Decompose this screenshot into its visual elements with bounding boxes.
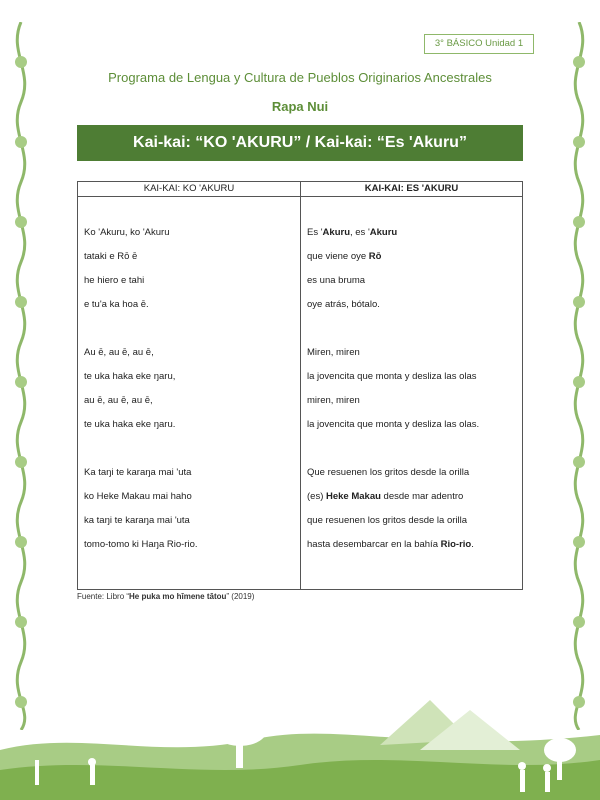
lyric-line: la jovencita que monta y desliza las olas. xyxy=(307,419,480,430)
decorative-border-right xyxy=(564,22,594,730)
lyric-line: Ko 'Akuru, ko 'Akuru xyxy=(84,227,170,238)
lyric-line: Ka taŋi te karaŋa mai 'uta xyxy=(84,467,192,478)
lyric-line: que viene oye Rō xyxy=(307,251,382,262)
program-title: Programa de Lengua y Cultura de Pueblos Originarios Ancestrales xyxy=(108,70,492,85)
lyric-line: tomo-tomo ki Haŋa Rio-rio. xyxy=(84,539,198,550)
source-citation: Fuente: Libro “He puka mo hīmene tātou” (2019) xyxy=(77,592,255,601)
lyric-line: te uka haka eke ŋaru, xyxy=(84,371,176,382)
lyric-line: miren, miren xyxy=(307,395,360,406)
lyric-line: Au ē, au ē, au ē, xyxy=(84,347,154,358)
lyric-line: (es) Heke Makau desde mar adentro xyxy=(307,491,464,502)
lyric-line: hasta desembarcar en la bahía Rio-rio. xyxy=(307,539,474,550)
page-subtitle: Rapa Nui xyxy=(271,99,329,114)
lyric-line: au ē, au ē, au ē, xyxy=(84,395,153,406)
lyric-line: he hiero e tahi xyxy=(84,275,145,286)
landscape-footer xyxy=(0,690,600,800)
lyric-line: tataki e Rō ē xyxy=(84,251,138,262)
lyric-line: ko Heke Makau mai haho xyxy=(84,491,192,502)
song-table xyxy=(77,181,523,590)
lyric-line: Que resuenen los gritos desde la orilla xyxy=(307,467,470,478)
lyric-line: es una bruma xyxy=(307,275,366,286)
lyric-line: ka taŋi te karaŋa mai 'uta xyxy=(84,515,190,526)
col-header-spanish: KAI-KAI: ES 'AKURU xyxy=(301,182,523,197)
lyric-line: e tu'a ka hoa ē. xyxy=(84,299,149,310)
lyric-line: Es 'Akuru, es 'Akuru xyxy=(307,227,398,238)
lyric-line: Miren, miren xyxy=(307,347,360,358)
lyric-line: oye atrás, bótalo. xyxy=(307,299,380,310)
page-title-banner: Kai-kai: “KO 'AKURU” / Kai-kai: “Es 'Akuru” xyxy=(77,125,523,161)
lyric-line: que resuenen los gritos desde la orilla xyxy=(307,515,468,526)
rapanui-lyrics xyxy=(78,197,300,563)
lyric-line: te uka haka eke ŋaru. xyxy=(84,419,176,430)
spanish-lyrics xyxy=(301,197,522,563)
grade-badge: 3° BÁSICO Unidad 1 xyxy=(424,34,534,54)
lyric-line: la jovencita que monta y desliza las olas xyxy=(307,371,477,382)
col-header-rapanui: KAI-KAI: KO 'AKURU xyxy=(78,182,301,197)
decorative-border-left xyxy=(6,22,36,730)
